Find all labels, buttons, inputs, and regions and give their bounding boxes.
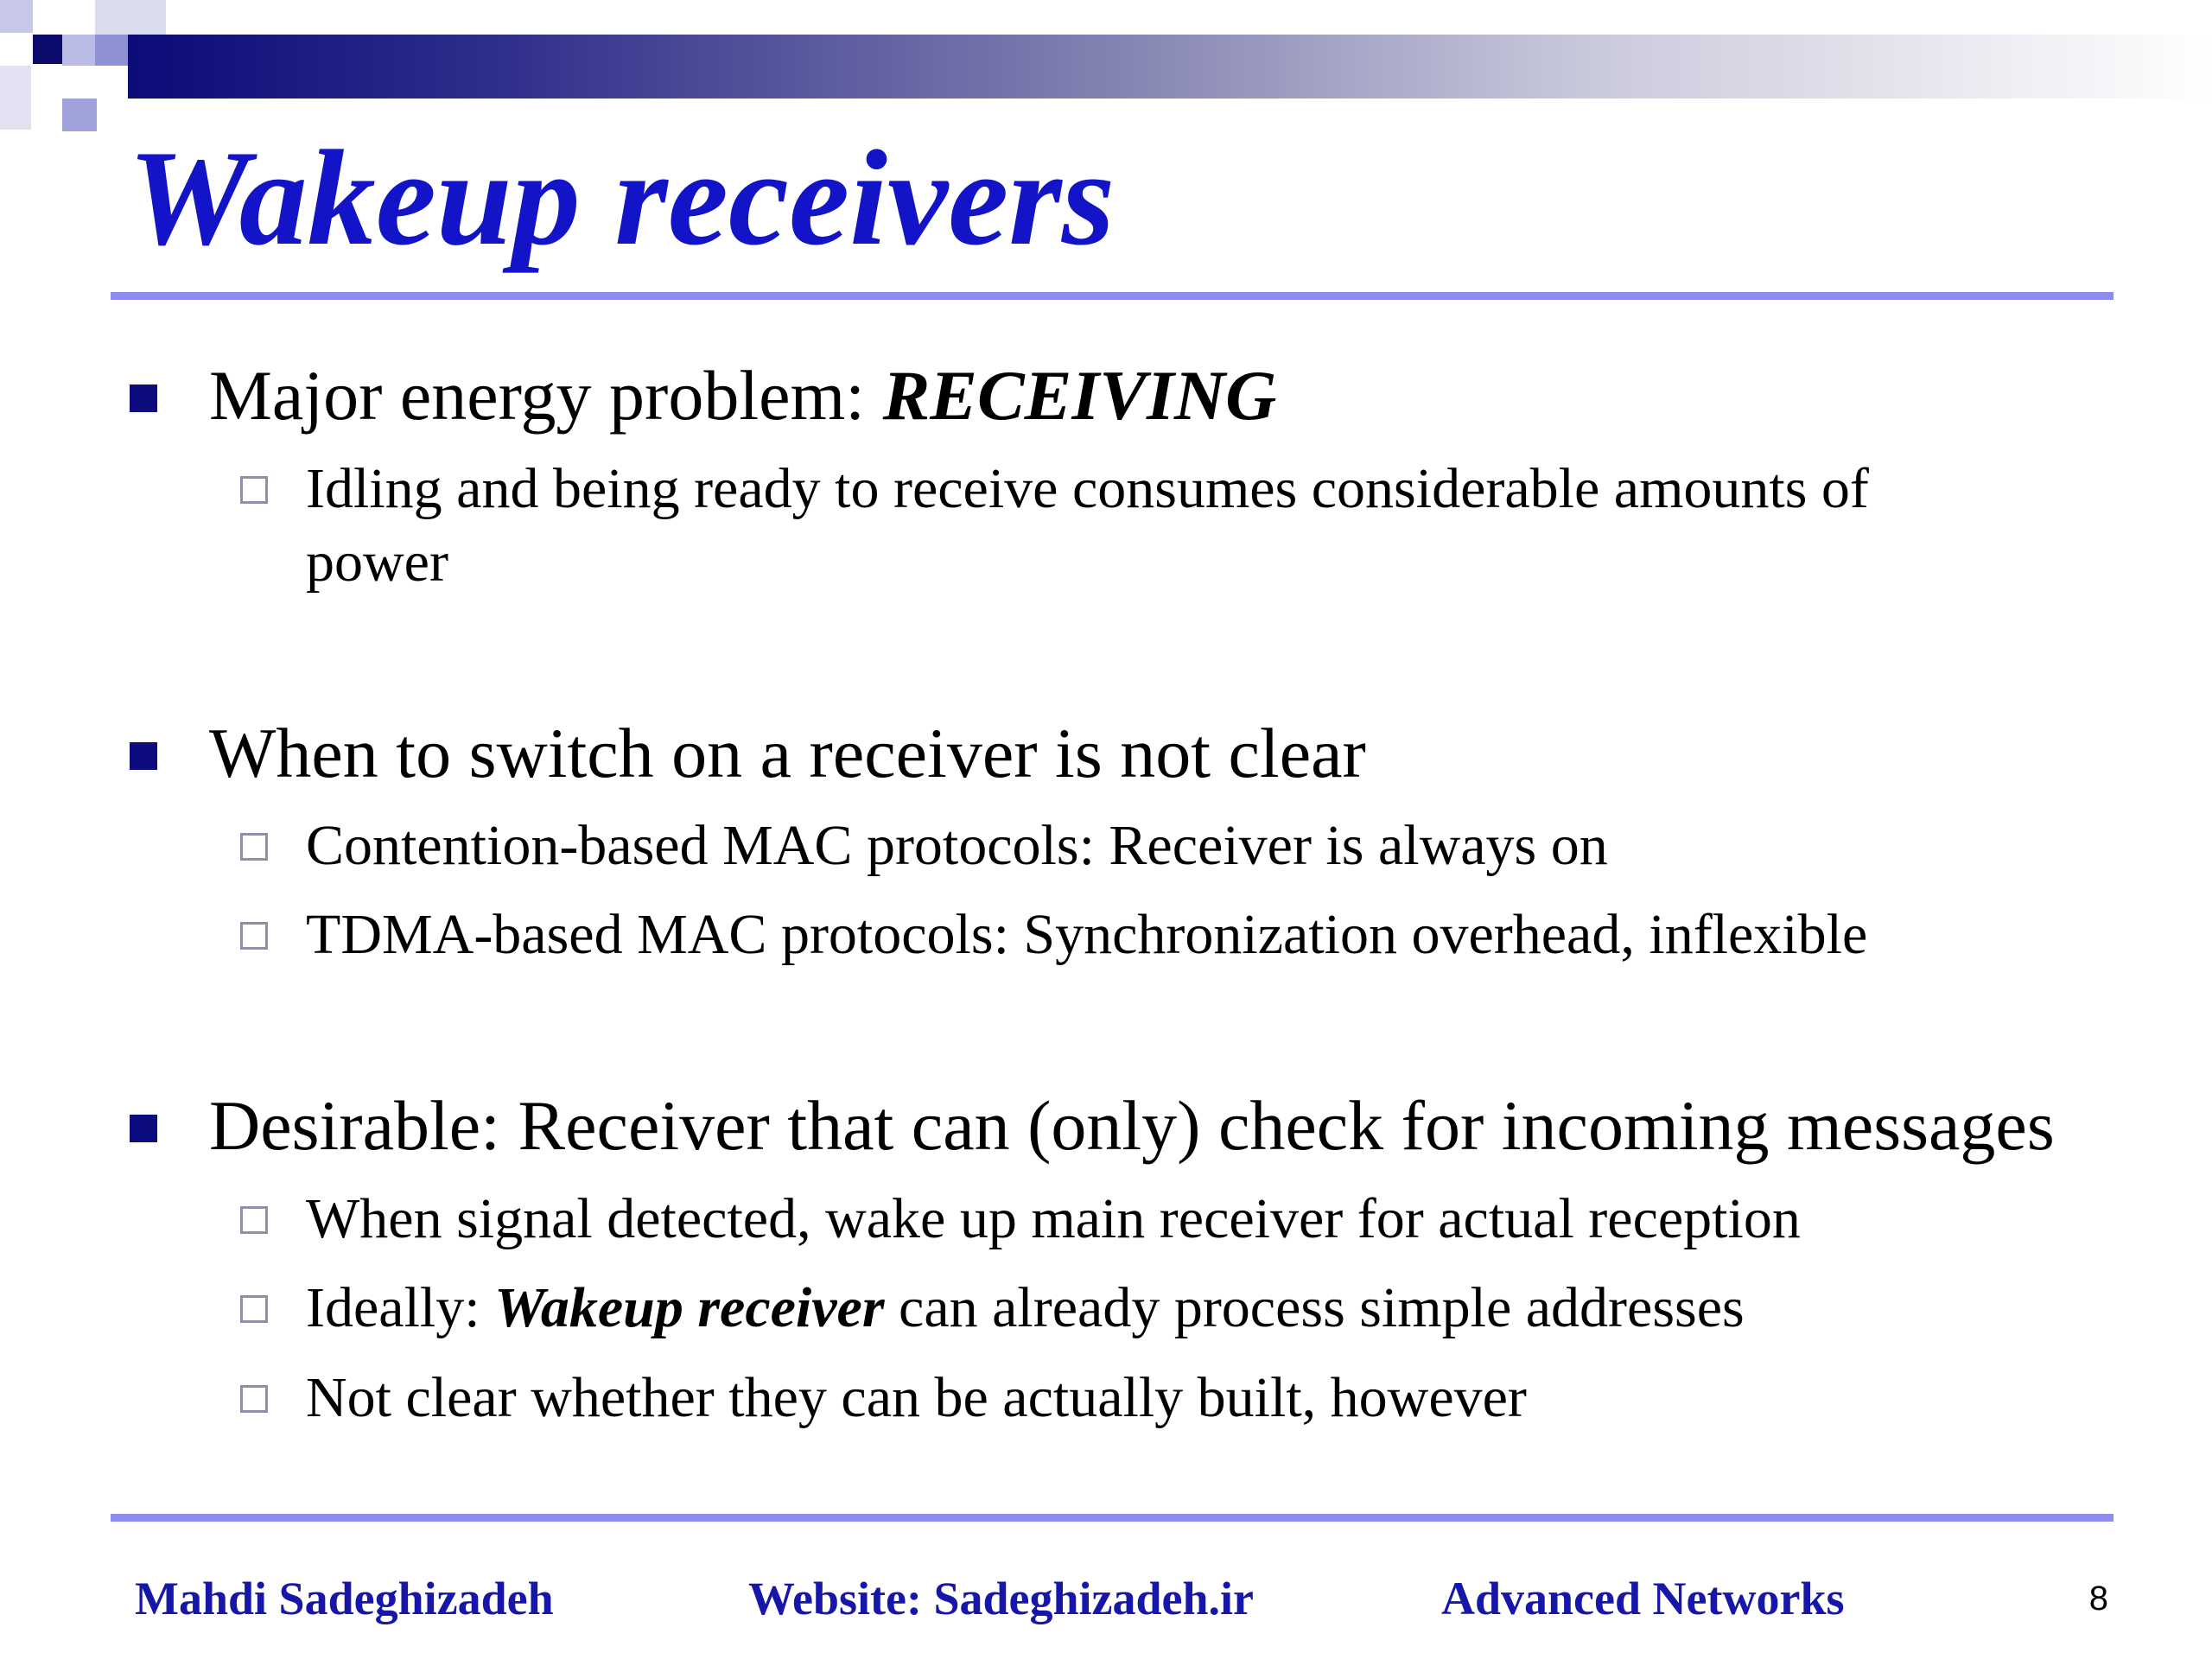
bullet-desirable: Desirable: Receiver that can (only) check for incoming messages: [209, 1086, 2055, 1165]
bullet-when-to-switch: When to switch on a receiver is not clear: [209, 714, 1366, 792]
slide-title: Wakeup receivers: [128, 123, 1116, 274]
sub-bullet-ideally: [306, 1271, 1745, 1345]
sub-bullet-idling-line-2: power: [306, 531, 448, 594]
sub-bullet-hollow-square-icon: [240, 833, 268, 861]
sub-bullet-text: can already process simple addresses: [884, 1276, 1745, 1339]
bullet-emphasis: RECEIVING: [882, 356, 1277, 435]
header-deco-square: [62, 99, 97, 131]
header-deco-square: [0, 0, 33, 33]
footer-course: Advanced Networks: [1441, 1573, 1845, 1624]
bullet-square-icon: [130, 742, 157, 770]
sub-bullet-idling-line-1: Idling and being ready to receive consumes considerable amounts of: [306, 457, 1869, 520]
sub-bullet-hollow-square-icon: [240, 476, 268, 504]
sub-bullet-tdma-based: TDMA-based MAC protocols: Synchronization overhead, inflexible: [306, 903, 1868, 966]
page-number: 8: [2088, 1580, 2108, 1618]
footer-author: Mahdi Sadeghizadeh: [135, 1573, 554, 1624]
sub-bullet-hollow-square-icon: [240, 1295, 268, 1323]
header-gradient-band: [128, 35, 2212, 99]
bullet-text: Major energy problem:: [209, 356, 883, 435]
sub-bullet-text: Ideally:: [306, 1276, 495, 1339]
sub-bullet-contention-based: Contention-based MAC protocols: Receiver is always on: [306, 814, 1608, 877]
sub-bullet-hollow-square-icon: [240, 1385, 268, 1413]
header-deco-square: [95, 35, 128, 66]
sub-bullet-signal-detected: When signal detected, wake up main receiver for actual reception: [306, 1187, 1801, 1250]
sub-bullet-hollow-square-icon: [240, 922, 268, 950]
bullet-square-icon: [130, 385, 157, 412]
sub-bullet-emphasis: Wakeup receiver: [494, 1276, 885, 1339]
sub-bullet-not-clear: Not clear whether they can be actually built, however: [306, 1366, 1527, 1429]
footer-website: Website: Sadeghizadeh.ir: [748, 1573, 1255, 1624]
bullet-square-icon: [130, 1115, 157, 1142]
title-divider: [111, 292, 2113, 300]
sub-bullet-hollow-square-icon: [240, 1206, 268, 1234]
header-deco-square: [0, 66, 31, 130]
footer-divider: [111, 1514, 2113, 1522]
header-deco-square: [33, 35, 62, 64]
bullet-major-energy-problem: [209, 354, 1276, 437]
header-deco-square: [62, 35, 95, 66]
header-deco-square: [95, 0, 166, 35]
